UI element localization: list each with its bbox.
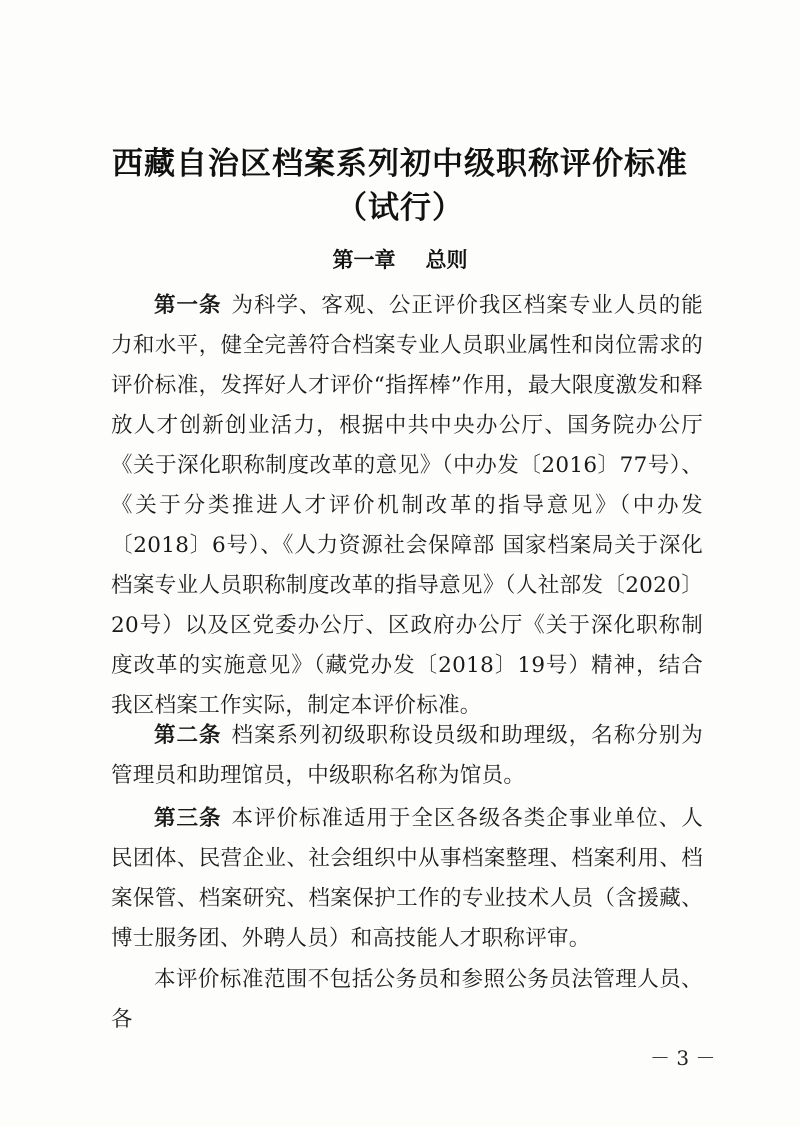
article-label: 第一条 [154,293,222,318]
article-text: 档案系列初级职称设员级和助理级，名称分别为管理员和助理馆员，中级职称名称为馆员。 [111,723,703,788]
article-text: 本评价标准适用于全区各级各类企事业单位、人民团体、民营企业、社会组织中从事档案整理、档案利用、档案保管、档案研究、档案保护工作的专业技术人员（含援藏、博士服务团、外聘人员）和高技能人才职称评审。 [111,806,703,951]
chapter-heading [0,244,800,274]
article-label: 第二条 [154,723,222,748]
continuation-paragraph [111,960,703,1040]
article-label: 第三条 [154,806,222,831]
continuation-text: 本评价标准范围不包括公务员和参照公务员法管理人员、各 [111,967,703,1032]
article-paragraph [111,716,703,796]
document-subtitle: （试行） [336,190,464,226]
article-paragraph [111,799,703,959]
page-number: － 3 － [650,1046,716,1070]
article-paragraph [111,286,703,726]
chapter-number: 第一章 [332,248,396,272]
document-title: 西藏自治区档案系列初中级职称评价标准 [112,146,688,182]
article-3 [111,799,703,959]
chapter-name: 总则 [425,248,468,272]
article-1 [111,286,703,726]
article-text: 为科学、客观、公正评价我区档案专业人员的能力和水平，健全完善符合档案专业人员职业属性和岗位需求的评价标准，发挥好人才评价“指挥棒”作用，最大限度激发和释放人才创新创业活力，根据中共中央办公厅、国务院办公厅《关于深化职称制度改革的意见》（中办发〔2016〕77号）、《关于分类推进人才评价机制改革的指导意见》（中办发〔2018〕6号）、《人力资源社会保障部 国家档案局关于深化档案专业人员职称制度改革的指导意见》（人社部发〔2020〕20号）以及区党委办公厅、区政府办公厅《关于深化职称制度改革的实施意见》（藏党办发〔2018〕19号）精神，结合我区档案工作实际，制定本评价标准。 [111,293,703,718]
article-2 [111,716,703,796]
